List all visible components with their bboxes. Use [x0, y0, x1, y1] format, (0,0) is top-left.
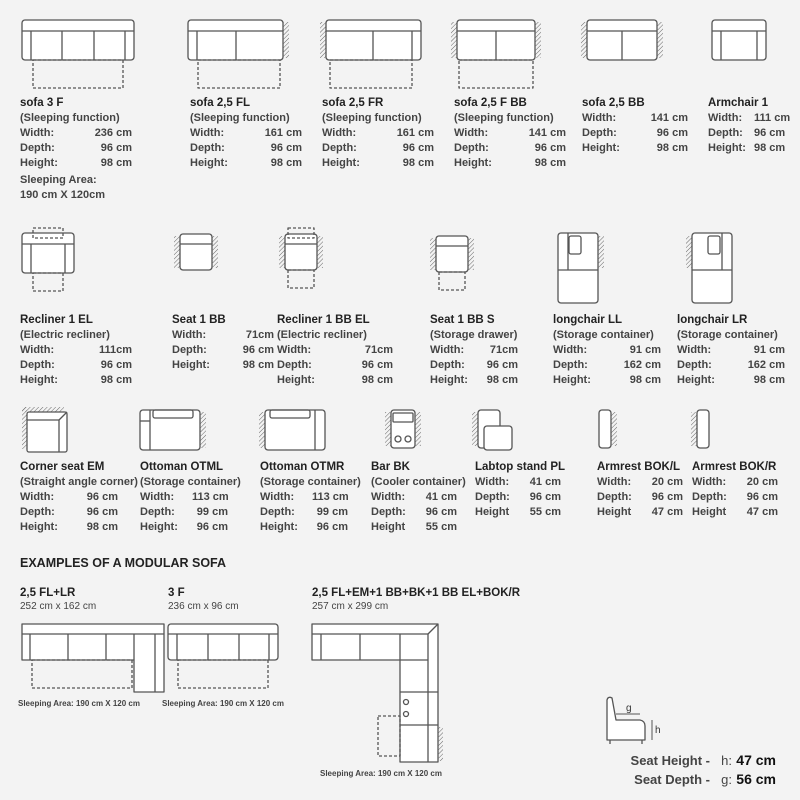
- example-modular-l-drawing: [312, 624, 443, 762]
- depth-label: Depth:: [20, 359, 55, 371]
- product-longchair-ll: [553, 313, 661, 388]
- product-recliner-1bbel: [277, 313, 393, 388]
- product-title: Labtop stand PL: [475, 461, 566, 473]
- width-label: Width:: [708, 112, 743, 124]
- depth-label: Depth:: [20, 142, 55, 154]
- width-label: Width:: [692, 476, 727, 488]
- height-value: 98 cm: [754, 142, 786, 154]
- width-value: 41 cm: [425, 491, 457, 503]
- height-label: Height:: [454, 157, 492, 169]
- product-armchair-1: [708, 96, 791, 156]
- width-label: Width:: [190, 127, 225, 139]
- sofa-25fbb-drawing: [451, 20, 541, 88]
- depth-label: Depth:: [322, 142, 357, 154]
- armrest-bokl-drawing: [599, 410, 617, 448]
- product-seat-1bbs: [430, 313, 518, 388]
- seat-1bb-drawing: [174, 234, 218, 270]
- depth-value: 96 cm: [361, 359, 393, 371]
- width-label: Width:: [20, 344, 55, 356]
- width-value: 111 cm: [754, 112, 791, 124]
- longchair-lr-drawing: [686, 233, 732, 303]
- height-label: Height:: [277, 374, 315, 386]
- depth-label: Depth:: [708, 127, 743, 139]
- product-subtitle: (Storage container): [677, 329, 778, 341]
- product-recliner-1el: [20, 313, 132, 388]
- seat-1bbs-drawing: [430, 236, 474, 290]
- armrest-bokr-drawing: [691, 410, 709, 448]
- depth-label: Depth:: [371, 506, 406, 518]
- width-label: Width:: [260, 491, 295, 503]
- product-sofa-25fbb: [454, 96, 566, 171]
- product-title: sofa 2,5 BB: [582, 97, 645, 109]
- depth-label: Depth:: [553, 359, 588, 371]
- depth-value: 99 cm: [316, 506, 348, 518]
- depth-label: Depth:: [140, 506, 175, 518]
- depth-label: Depth:: [677, 359, 712, 371]
- depth-label: Depth:: [190, 142, 225, 154]
- depth-label: Depth:: [172, 344, 207, 356]
- product-title: Seat 1 BB S: [430, 314, 495, 326]
- labtop-stand-pl-drawing: [472, 410, 512, 450]
- width-label: Width:: [553, 344, 588, 356]
- width-value: 113 cm: [312, 491, 349, 503]
- height-value: 98 cm: [270, 157, 302, 169]
- sleeping-area-label: Sleeping Area:: [20, 174, 97, 186]
- depth-value: 96 cm: [534, 142, 566, 154]
- width-value: 96 cm: [86, 491, 118, 503]
- product-subtitle: (Storage container): [140, 476, 241, 488]
- product-subtitle: (Sleeping function): [20, 112, 120, 124]
- product-labtop-stand-pl: [475, 460, 565, 520]
- height-label: Height:: [430, 374, 468, 386]
- product-sofa-25fl: [190, 96, 302, 171]
- width-value: 71cm: [245, 329, 274, 341]
- depth-label: Depth:: [582, 127, 617, 139]
- sofa-25bb-drawing: [581, 20, 663, 60]
- height-value: 98 cm: [100, 157, 132, 169]
- product-armrest-bokr: [692, 460, 778, 520]
- sleeping-area-value: 190 cm X 120cm: [20, 189, 106, 201]
- width-value: 71cm: [489, 344, 518, 356]
- example-title: 2,5 FL+LR: [20, 587, 76, 599]
- depth-value: 96 cm: [746, 491, 778, 503]
- example-25fl-lr: [20, 586, 96, 614]
- depth-value: 96 cm: [754, 127, 786, 139]
- height-label: Height:: [582, 142, 620, 154]
- height-value: 98 cm: [242, 359, 274, 371]
- depth-value: 96 cm: [651, 491, 683, 503]
- depth-label: Depth:: [692, 491, 727, 503]
- sofa-25fr-drawing: [320, 20, 421, 88]
- width-value: 91 cm: [629, 344, 661, 356]
- product-title: sofa 2,5 F BB: [454, 97, 527, 109]
- width-value: 141 cm: [528, 127, 566, 139]
- example-modular-l: [312, 586, 520, 614]
- width-label: Width:: [454, 127, 489, 139]
- depth-value: 96 cm: [270, 142, 302, 154]
- example-title: 3 F: [168, 587, 185, 599]
- height-label: Height:: [553, 374, 591, 386]
- width-value: 20 cm: [651, 476, 683, 488]
- example-sleeping-area: Sleeping Area: 190 cm X 120 cm: [18, 699, 140, 708]
- height-value: 98 cm: [534, 157, 566, 169]
- depth-label: Depth:: [20, 506, 55, 518]
- product-subtitle: (Cooler container): [371, 476, 466, 488]
- height-label: Height:: [677, 374, 715, 386]
- width-label: Width:: [371, 491, 406, 503]
- product-seat-1bb: [172, 313, 274, 373]
- product-title: Armrest BOK/R: [692, 461, 777, 473]
- product-sofa-25fr: [322, 96, 434, 171]
- height-value: 96 cm: [316, 521, 348, 533]
- depth-value: 96 cm: [242, 344, 274, 356]
- depth-value: 96 cm: [425, 506, 457, 518]
- height-value: 98 cm: [100, 374, 132, 386]
- height-value: 98 cm: [656, 142, 688, 154]
- depth-value: 162 cm: [747, 359, 785, 371]
- product-subtitle: (Storage drawer): [430, 329, 518, 341]
- example-title: 2,5 FL+EM+1 BB+BK+1 BB EL+BOK/R: [312, 587, 521, 599]
- height-value: 55 cm: [425, 521, 457, 533]
- seat-height-label: Seat Height -: [630, 753, 710, 768]
- height-value: 98 cm: [402, 157, 434, 169]
- height-label: Height:: [322, 157, 360, 169]
- longchair-ll-drawing: [558, 233, 604, 303]
- depth-value: 99 cm: [196, 506, 228, 518]
- depth-value: 96 cm: [86, 506, 118, 518]
- product-title: sofa 2,5 FR: [322, 97, 384, 109]
- width-label: Width:: [430, 344, 465, 356]
- height-value: 47 cm: [746, 506, 778, 518]
- height-value: 98 cm: [629, 374, 661, 386]
- depth-label: Depth:: [454, 142, 489, 154]
- product-ottoman-otmr: [260, 460, 361, 535]
- example-sleeping-area: Sleeping Area: 190 cm X 120 cm: [162, 699, 284, 708]
- depth-value: 96 cm: [486, 359, 518, 371]
- depth-value: 162 cm: [623, 359, 661, 371]
- product-longchair-lr: [677, 313, 785, 388]
- height-label: Height:: [20, 374, 58, 386]
- width-label: Width:: [322, 127, 357, 139]
- height-value: 98 cm: [361, 374, 393, 386]
- seat-depth-label: Seat Depth -: [634, 772, 710, 787]
- width-value: 141 cm: [650, 112, 688, 124]
- height-label: Height:: [260, 521, 298, 533]
- product-subtitle: (Sleeping function): [454, 112, 554, 124]
- product-title: Recliner 1 EL: [20, 314, 93, 326]
- product-title: Recliner 1 BB EL: [277, 314, 370, 326]
- height-value: 96 cm: [196, 521, 228, 533]
- depth-value: 96 cm: [100, 142, 132, 154]
- seat-height-value: 47 cm: [736, 752, 776, 768]
- depth-label: Depth:: [277, 359, 312, 371]
- width-label: Width:: [140, 491, 175, 503]
- product-title: sofa 3 F: [20, 97, 64, 109]
- height-value: 98 cm: [753, 374, 785, 386]
- width-value: 161 cm: [396, 127, 434, 139]
- product-bar-bk: [371, 460, 466, 535]
- width-value: 41 cm: [529, 476, 561, 488]
- width-label: Width:: [20, 491, 55, 503]
- ottoman-otmr-drawing: [259, 410, 325, 450]
- recliner-1el-drawing: [22, 228, 74, 291]
- width-label: Width:: [582, 112, 617, 124]
- height-label: Height:: [708, 142, 746, 154]
- example-3f-drawing: [168, 624, 278, 688]
- height-value: 98 cm: [486, 374, 518, 386]
- example-dimensions: 252 cm x 162 cm: [20, 601, 97, 612]
- height-label: Height: [475, 506, 510, 518]
- example-dimensions: 257 cm x 299 cm: [312, 601, 389, 612]
- product-title: Armrest BOK/L: [597, 461, 681, 473]
- product-subtitle: (Straight angle corner): [20, 476, 138, 488]
- product-subtitle: (Sleeping function): [190, 112, 290, 124]
- product-title: Ottoman OTMR: [260, 461, 345, 473]
- product-title: Corner seat EM: [20, 461, 105, 473]
- product-sofa-3f: [20, 96, 132, 203]
- product-title: longchair LR: [677, 314, 748, 326]
- height-label: Height: [371, 521, 406, 533]
- depth-label: Depth:: [260, 506, 295, 518]
- height-value: 98 cm: [86, 521, 118, 533]
- product-title: Armchair 1: [708, 97, 769, 109]
- height-value: 55 cm: [529, 506, 561, 518]
- example-3f: [168, 586, 239, 614]
- width-label: Width:: [597, 476, 632, 488]
- width-value: 113 cm: [192, 491, 229, 503]
- width-value: 71cm: [364, 344, 393, 356]
- bar-bk-drawing: [385, 410, 421, 448]
- height-value: 47 cm: [651, 506, 683, 518]
- seat-height-row: [631, 752, 776, 768]
- product-title: Ottoman OTML: [140, 461, 224, 473]
- depth-value: 96 cm: [529, 491, 561, 503]
- width-label: Width:: [172, 329, 207, 341]
- product-title: Seat 1 BB: [172, 314, 226, 326]
- depth-value: 96 cm: [100, 359, 132, 371]
- seat-depth-row: [634, 771, 776, 787]
- corner-seat-em-drawing: [22, 407, 67, 452]
- product-title: longchair LL: [553, 314, 622, 326]
- depth-label: Depth:: [597, 491, 632, 503]
- examples-heading: EXAMPLES OF A MODULAR SOFA: [20, 556, 227, 570]
- product-subtitle: (Sleeping function): [322, 112, 422, 124]
- example-dimensions: 236 cm x 96 cm: [168, 601, 239, 612]
- ottoman-otml-drawing: [140, 410, 206, 450]
- height-label: Height:: [20, 521, 58, 533]
- seat-depth-value: 56 cm: [736, 771, 776, 787]
- depth-value: 96 cm: [656, 127, 688, 139]
- width-value: 111cm: [98, 344, 132, 356]
- width-label: Width:: [677, 344, 712, 356]
- product-ottoman-otml: [140, 460, 241, 535]
- height-label: Height: [692, 506, 727, 518]
- product-armrest-bokl: [597, 460, 683, 520]
- width-label: Width:: [277, 344, 312, 356]
- sofa-3f-drawing: [22, 20, 134, 88]
- width-value: 20 cm: [746, 476, 778, 488]
- height-label: Height: [597, 506, 632, 518]
- product-subtitle: (Electric recliner): [20, 329, 110, 341]
- product-subtitle: (Storage container): [260, 476, 361, 488]
- height-label: Height:: [172, 359, 210, 371]
- depth-value: 96 cm: [402, 142, 434, 154]
- width-label: Width:: [475, 476, 510, 488]
- seat-depth-var: g:: [721, 772, 732, 787]
- seat-height-var: h:: [721, 753, 732, 768]
- height-label: Height:: [20, 157, 58, 169]
- width-value: 91 cm: [753, 344, 785, 356]
- height-label: Height:: [190, 157, 228, 169]
- height-label: Height:: [140, 521, 178, 533]
- recliner-1bbel-drawing: [279, 228, 323, 288]
- product-subtitle: (Electric recliner): [277, 329, 367, 341]
- depth-label: Depth:: [430, 359, 465, 371]
- product-title: Bar BK: [371, 461, 410, 473]
- product-sofa-25bb: [582, 96, 688, 156]
- example-25fl-lr-drawing: [22, 624, 164, 692]
- width-label: Width:: [20, 127, 55, 139]
- product-corner-seat-em: [20, 460, 138, 535]
- depth-label: Depth:: [475, 491, 510, 503]
- example-sleeping-area: Sleeping Area: 190 cm X 120 cm: [320, 769, 442, 778]
- product-subtitle: (Storage container): [553, 329, 654, 341]
- product-title: sofa 2,5 FL: [190, 97, 251, 109]
- width-value: 236 cm: [94, 127, 132, 139]
- sofa-25fl-drawing: [188, 20, 289, 88]
- seat-diagram-h-label: h: [655, 725, 661, 736]
- armchair-1-drawing: [712, 20, 766, 60]
- width-value: 161 cm: [264, 127, 302, 139]
- seat-diagram-g-label: g: [626, 703, 632, 714]
